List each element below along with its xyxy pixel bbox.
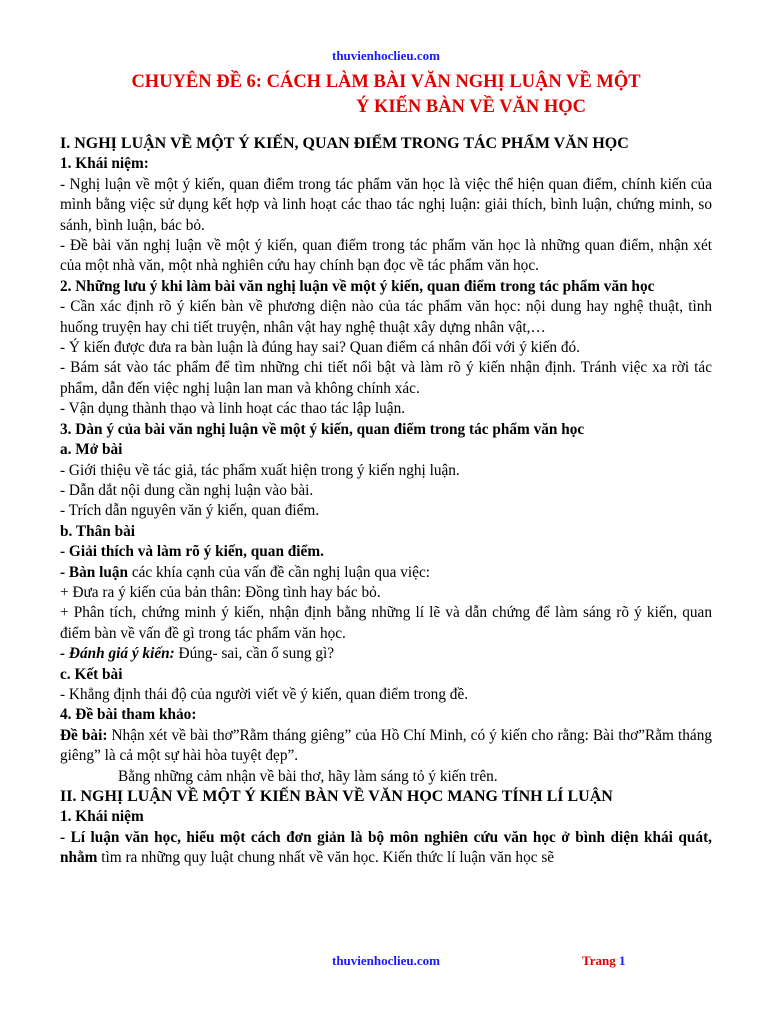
paragraph	[60, 726, 712, 767]
list-item	[60, 563, 712, 583]
page-num: 1	[618, 953, 626, 968]
list-item	[60, 644, 712, 664]
paragraph	[60, 828, 712, 869]
list-item: - Trích dẫn nguyên văn ý kiến, quan điểm.	[60, 502, 320, 520]
bold-lead: - Bàn luận	[60, 563, 129, 581]
document-title	[60, 70, 712, 120]
text-rest: Nhận xét về bài thơ”Rằm tháng giêng” của Hồ Chí Minh, có ý kiến cho rằng: Bài thơ”Rằm tháng giêng” là cả một sự hài hòa tuyệt đẹp”.	[60, 726, 712, 765]
bold-lead: Đề bài:	[60, 726, 108, 744]
document-body	[60, 134, 712, 869]
paragraph: - Cần xác định rõ ý kiến bàn về phương diện nào của tác phẩm văn học: nội dung hay nghệ thuật, tình huống truyện hay chi tiết truyện, nhân vật hay nghệ thuật xây dựng nhân vật,…	[60, 298, 712, 336]
text-rest: tìm ra những quy luật chung nhất về văn học. Kiến thức lí luận văn học sẽ	[97, 849, 555, 867]
bold-lead: - Lí luận văn học, hiểu một cách đơn giản là bộ môn nghiên cứu văn học ở bình diện khái quát, nhằm	[60, 828, 712, 867]
page-label: Trang	[582, 953, 616, 968]
list-item: + Đưa ra ý kiến của bản thân: Đồng tình hay bác bỏ.	[60, 583, 381, 601]
paragraph: - Ý kiến được đưa ra bàn luận là đúng hay sai? Quan điểm cá nhân đối với ý kiến đó.	[60, 339, 580, 357]
paragraph: - Nghị luận về một ý kiến, quan điểm trong tác phẩm văn học là việc thể hiện quan điểm, chính kiến của mình bằng việc sử dụng kết hợp và linh hoạt các thao tác nghị luận: giải thích, bình luận, chứng minh, so sánh, bình luận, bác bỏ.	[60, 175, 712, 234]
outline-heading-c: c. Kết bài	[60, 665, 123, 683]
paragraph: - Đề bài văn nghị luận về một ý kiến, quan điểm trong tác phẩm văn học là những quan điểm, nhận xét của một nhà văn, một nhà nghiên cứu hay chính bạn đọc về tác phẩm văn học.	[60, 237, 712, 275]
subheading-2-1: 1. Khái niệm	[60, 808, 144, 826]
outline-heading-b: b. Thân bài	[60, 522, 135, 540]
paragraph: Bằng những cảm nhận về bài thơ, hãy làm sáng tỏ ý kiến trên.	[118, 767, 498, 785]
list-item: - Giới thiệu về tác giả, tác phẩm xuất hiện trong ý kiến nghị luận.	[60, 461, 460, 479]
bold-italic-lead: - Đánh giá ý kiến:	[60, 645, 175, 663]
page-number	[582, 953, 625, 969]
subheading-1-1: 1. Khái niệm:	[60, 155, 149, 173]
header-site-name: thuvienhoclieu.com	[332, 48, 440, 63]
list-item: - Giải thích và làm rõ ý kiến, quan điểm.	[60, 543, 324, 561]
section-heading-2: II. NGHỊ LUẬN VỀ MỘT Ý KIẾN BÀN VỀ VĂN HỌC MANG TÍNH LÍ LUẬN	[60, 788, 613, 805]
list-item: - Dẫn dắt nội dung cần nghị luận vào bài.	[60, 481, 314, 499]
outline-heading-a: a. Mở bài	[60, 441, 123, 459]
text-rest: Đúng- sai, cần ổ sung gì?	[174, 645, 335, 663]
paragraph: - Vận dụng thành thạo và linh hoạt các thao tác lập luận.	[60, 400, 406, 418]
subheading-1-3: 3. Dàn ý của bài văn nghị luận về một ý kiến, quan điểm trong tác phẩm văn học	[60, 420, 585, 438]
subheading-1-2: 2. Những lưu ý khi làm bài văn nghị luận về một ý kiến, quan điểm trong tác phẩm văn học	[60, 277, 655, 295]
text-rest: các khía cạnh của vấn đề cần nghị luận qua việc:	[128, 563, 430, 581]
title-line-2: Ý KIẾN BÀN VỀ VĂN HỌC	[355, 97, 587, 117]
title-line-1: CHUYÊN ĐỀ 6: CÁCH LÀM BÀI VĂN NGHỊ LUẬN VỀ MỘT	[131, 72, 641, 92]
footer-site-name: thuvienhoclieu.com	[332, 953, 440, 968]
section-heading-1: I. NGHỊ LUẬN VỀ MỘT Ý KIẾN, QUAN ĐIỂM TRONG TÁC PHẨM VĂN HỌC	[60, 135, 629, 152]
list-item: + Phân tích, chứng minh ý kiến, nhận định bằng những lí lẽ và dẫn chứng để làm sáng rõ ý kiến, quan điểm bàn về vấn đề gì trong tác phẩm văn học.	[60, 604, 712, 642]
paragraph: - Bám sát vào tác phẩm để tìm những chi tiết nổi bật và làm rõ ý kiến nhận định. Tránh việc xa rời tác phẩm, dẫn đến việc nghị luận lan man và không chính xác.	[60, 359, 712, 397]
subheading-1-4: 4. Đề bài tham khảo:	[60, 706, 197, 724]
list-item: - Khẳng định thái độ của người viết về ý kiến, quan điểm trong đề.	[60, 685, 469, 703]
